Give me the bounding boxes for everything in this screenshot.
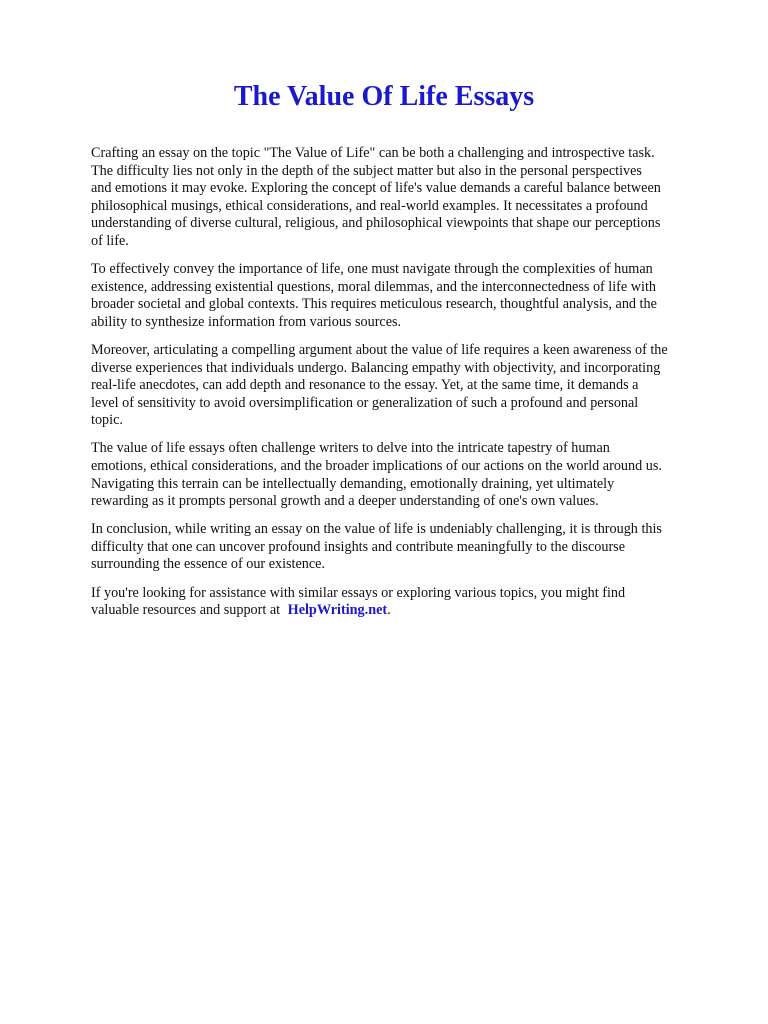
text-line: understanding of diverse cultural, religious, and philosophical viewpoints that shape our perceptions — [91, 215, 661, 232]
essay-body — [91, 145, 731, 630]
helpwriting-link[interactable]: HelpWriting.net — [287, 602, 388, 619]
text-fragment: valuable resources and support at — [91, 602, 281, 619]
text-line: topic. — [91, 412, 123, 429]
text-line: If you're looking for assistance with similar essays or exploring various topics, you might find — [91, 584, 626, 601]
text-line: level of sensitivity to avoid oversimplification or generalization of such a profound and personal — [91, 394, 639, 411]
text-line: broader societal and global contexts. This requires meticulous research, thoughtful analysis, and the — [91, 296, 657, 313]
text-line: difficulty that one can uncover profound insights and contribute meaningfully to the discourse — [91, 538, 626, 555]
text-line: Moreover, articulating a compelling argument about the value of life requires a keen awareness of the — [91, 341, 668, 358]
paragraph-5 — [91, 521, 731, 574]
text-line: To effectively convey the importance of life, one must navigate through the complexities of human — [91, 261, 653, 278]
text-line: The value of life essays often challenge writers to delve into the intricate tapestry of human — [91, 440, 610, 457]
paragraph-2 — [91, 261, 731, 331]
text-line: of life. — [91, 232, 129, 249]
period: . — [387, 602, 391, 619]
text-line: Crafting an essay on the topic "The Value of Life" can be both a challenging and introspective task. — [91, 145, 655, 161]
text-line: Navigating this terrain can be intellectually demanding, emotionally draining, yet ultimately — [91, 475, 615, 492]
text-line: surrounding the essence of our existence. — [91, 556, 326, 573]
text-line: existence, addressing existential questions, moral dilemmas, and the interconnectedness of life with — [91, 278, 656, 295]
page-title: The Value Of Life Essays — [233, 81, 535, 112]
text-line: emotions, ethical considerations, and the broader implications of our actions on the world around us. — [91, 458, 662, 474]
text-line: diverse experiences that individuals undergo. Balancing empathy with objectivity, and incorporating — [91, 359, 661, 376]
text-line: philosophical musings, ethical considerations, and real-world examples. It necessitates a profound — [91, 197, 648, 214]
paragraph-1 — [91, 145, 731, 251]
text-line: real-life anecdotes, can add depth and resonance to the essay. Yet, at the same time, it demands a — [91, 377, 639, 394]
text-line: The difficulty lies not only in the depth of the subject matter but also in the personal perspectives — [91, 162, 642, 179]
text-line: and emotions it may evoke. Exploring the concept of life's value demands a careful balance between — [91, 180, 661, 197]
text-line: ability to synthesize information from various sources. — [91, 313, 402, 330]
paragraph-4 — [91, 440, 731, 510]
text-line: rewarding as it prompts personal growth and a deeper understanding of one's own values. — [91, 493, 599, 510]
text-line — [91, 602, 731, 620]
closing-paragraph — [91, 585, 731, 620]
paragraph-3 — [91, 342, 731, 430]
text-line: In conclusion, while writing an essay on the value of life is undeniably challenging, it is through this — [91, 521, 662, 538]
